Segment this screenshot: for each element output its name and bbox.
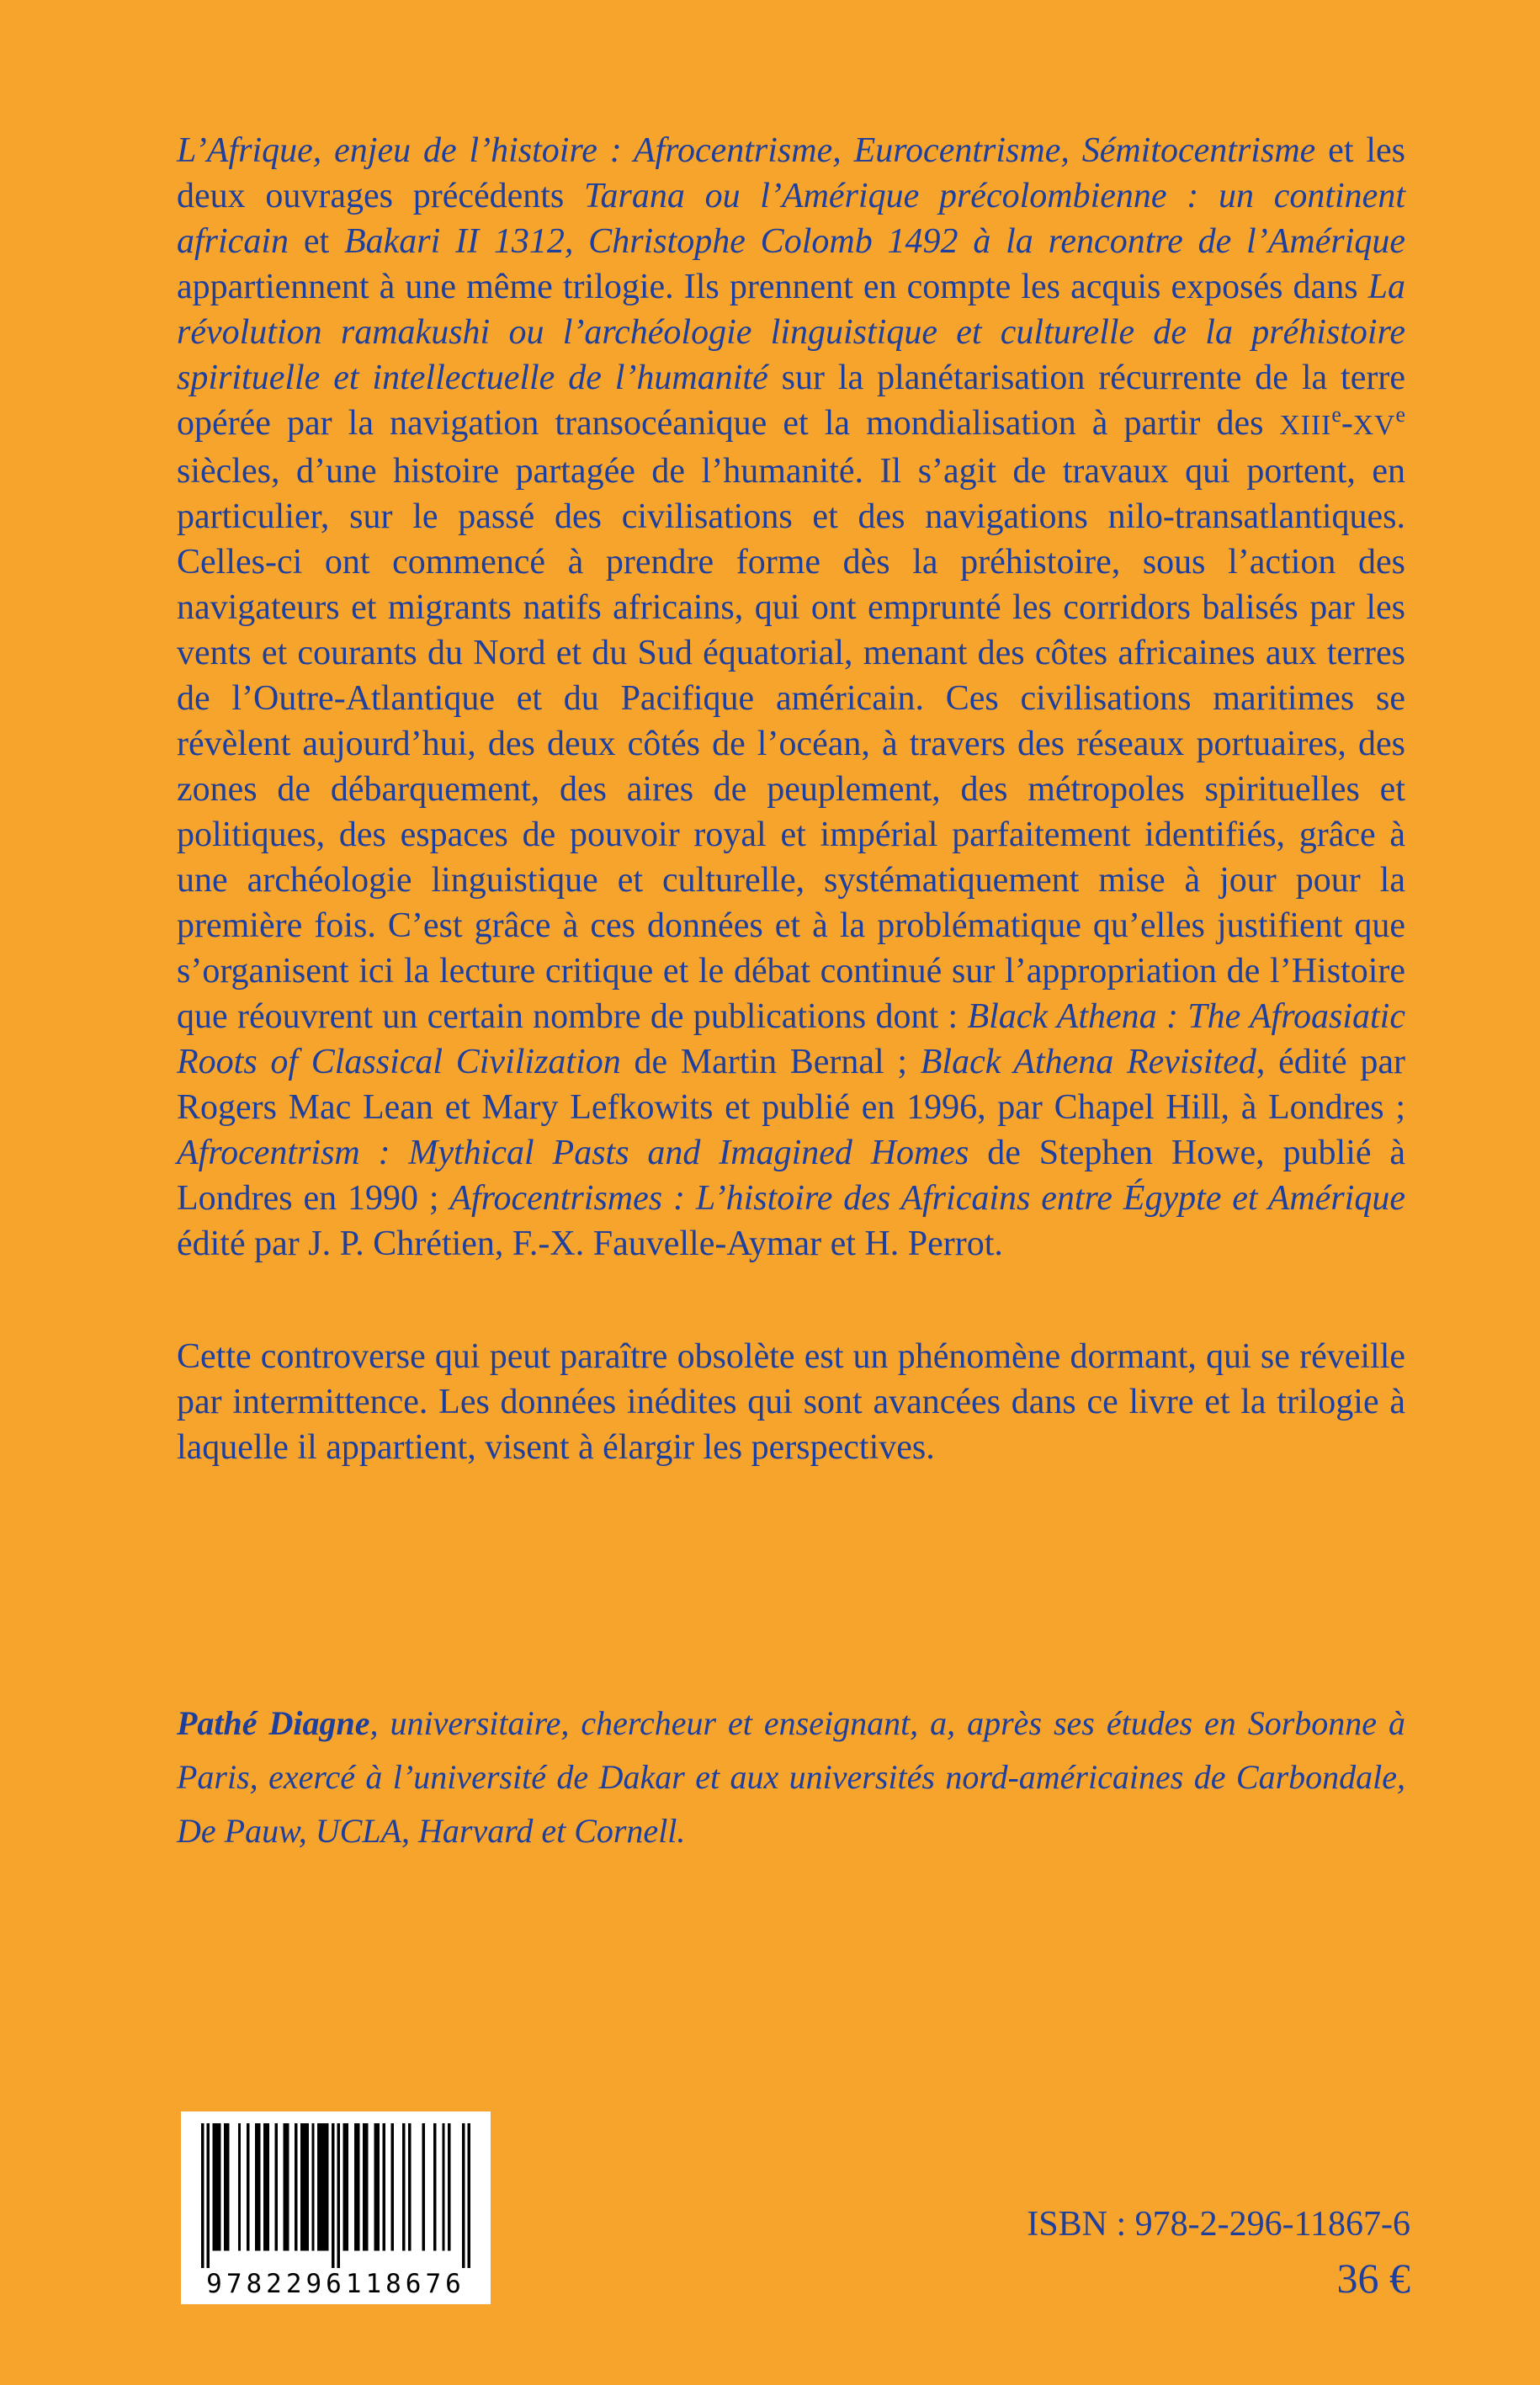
back-cover-text-block (177, 128, 1405, 1470)
barcode (181, 2111, 491, 2304)
synopsis-paragraph: L’Afrique, enjeu de l’histoire : Afrocentrisme, Eurocentrisme, Sémitocentrisme et les deux ouvrages précédents Tarana ou l’Amérique précolombienne : un continent africain et Bakari II 1312, Christophe Colomb 1492 à la rencontre de l’Amérique appartiennent à une même trilogie. Ils prennent en compte les acquis exposés dans La révolution ramakushi ou l’archéologie linguistique et culturelle de la préhistoire spirituelle et intellectuelle de l’humanité sur la planétarisation récurrente de la terre opérée par la navigation transocéanique et la mondialisation à partir des XIIIe-XVe siècles, d’une histoire partagée de l’humanité. Il s’agit de travaux qui portent, en particulier, sur le passé des civilisations et des navigations nilo-transatlantiques. Celles-ci ont commencé à prendre forme dès la préhistoire, sous l’action des navigateurs et migrants natifs africains, qui ont emprunté les corridors balisés par les vents et courants du Nord et du Sud équatorial, menant des côtes africaines aux terres de l’Outre-Atlantique et du Pacifique américain. Ces civilisations maritimes se révèlent aujourd’hui, des deux côtés de l’océan, à travers des réseaux portuaires, des zones de débarquement, des aires de peuplement, des métropoles spirituelles et politiques, des espaces de pouvoir royal et impérial parfaitement identifiés, grâce à une archéologie linguistique et culturelle, systématiquement mise à jour pour la première fois. C’est grâce à ces données et à la problématique qu’elles justifient que s’organisent ici la lecture critique et le débat continué sur l’appropriation de l’Histoire que réouvrent un certain nombre de publications dont : Black Athena : The Afroasiatic Roots of Classical Civilization de Martin Bernal ; Black Athena Revisited, édité par Rogers Mac Lean et Mary Lefkowits et publié en 1996, par Chapel Hill, à Londres ; Afrocentrism : Mythical Pasts and Imagined Homes de Stephen Howe, publié à Londres en 1990 ; Afrocentrismes : L’histoire des Africains entre Égypte et Amérique édité par J. P. Chrétien, F.-X. Fauvelle-Aymar et H. Perrot. (177, 131, 1406, 1263)
barcode-number: 9782296118676 (181, 2269, 491, 2299)
isbn-price-block (1027, 2203, 1410, 2303)
isbn-number: ISBN : 978-2-296-11867-6 (1027, 2205, 1410, 2244)
price: 36 € (1336, 2255, 1410, 2302)
barcode-bars (201, 2123, 470, 2272)
author-bio: Pathé Diagne, universitaire, chercheur et enseignant, a, après ses études en Sorbonne à Paris, exercé à l’université de Dakar et aux universités nord-américaines de Carbondale, De Pauw, UCLA, Harvard et Cornell. (177, 1704, 1406, 1850)
closing-paragraph: Cette controverse qui peut paraître obsolète est un phénomène dormant, qui se réveille par intermittence. Les données inédites qui sont avancées dans ce livre et la trilogie à laquelle il appartient, visent à élargir les perspectives. (177, 1337, 1405, 1467)
